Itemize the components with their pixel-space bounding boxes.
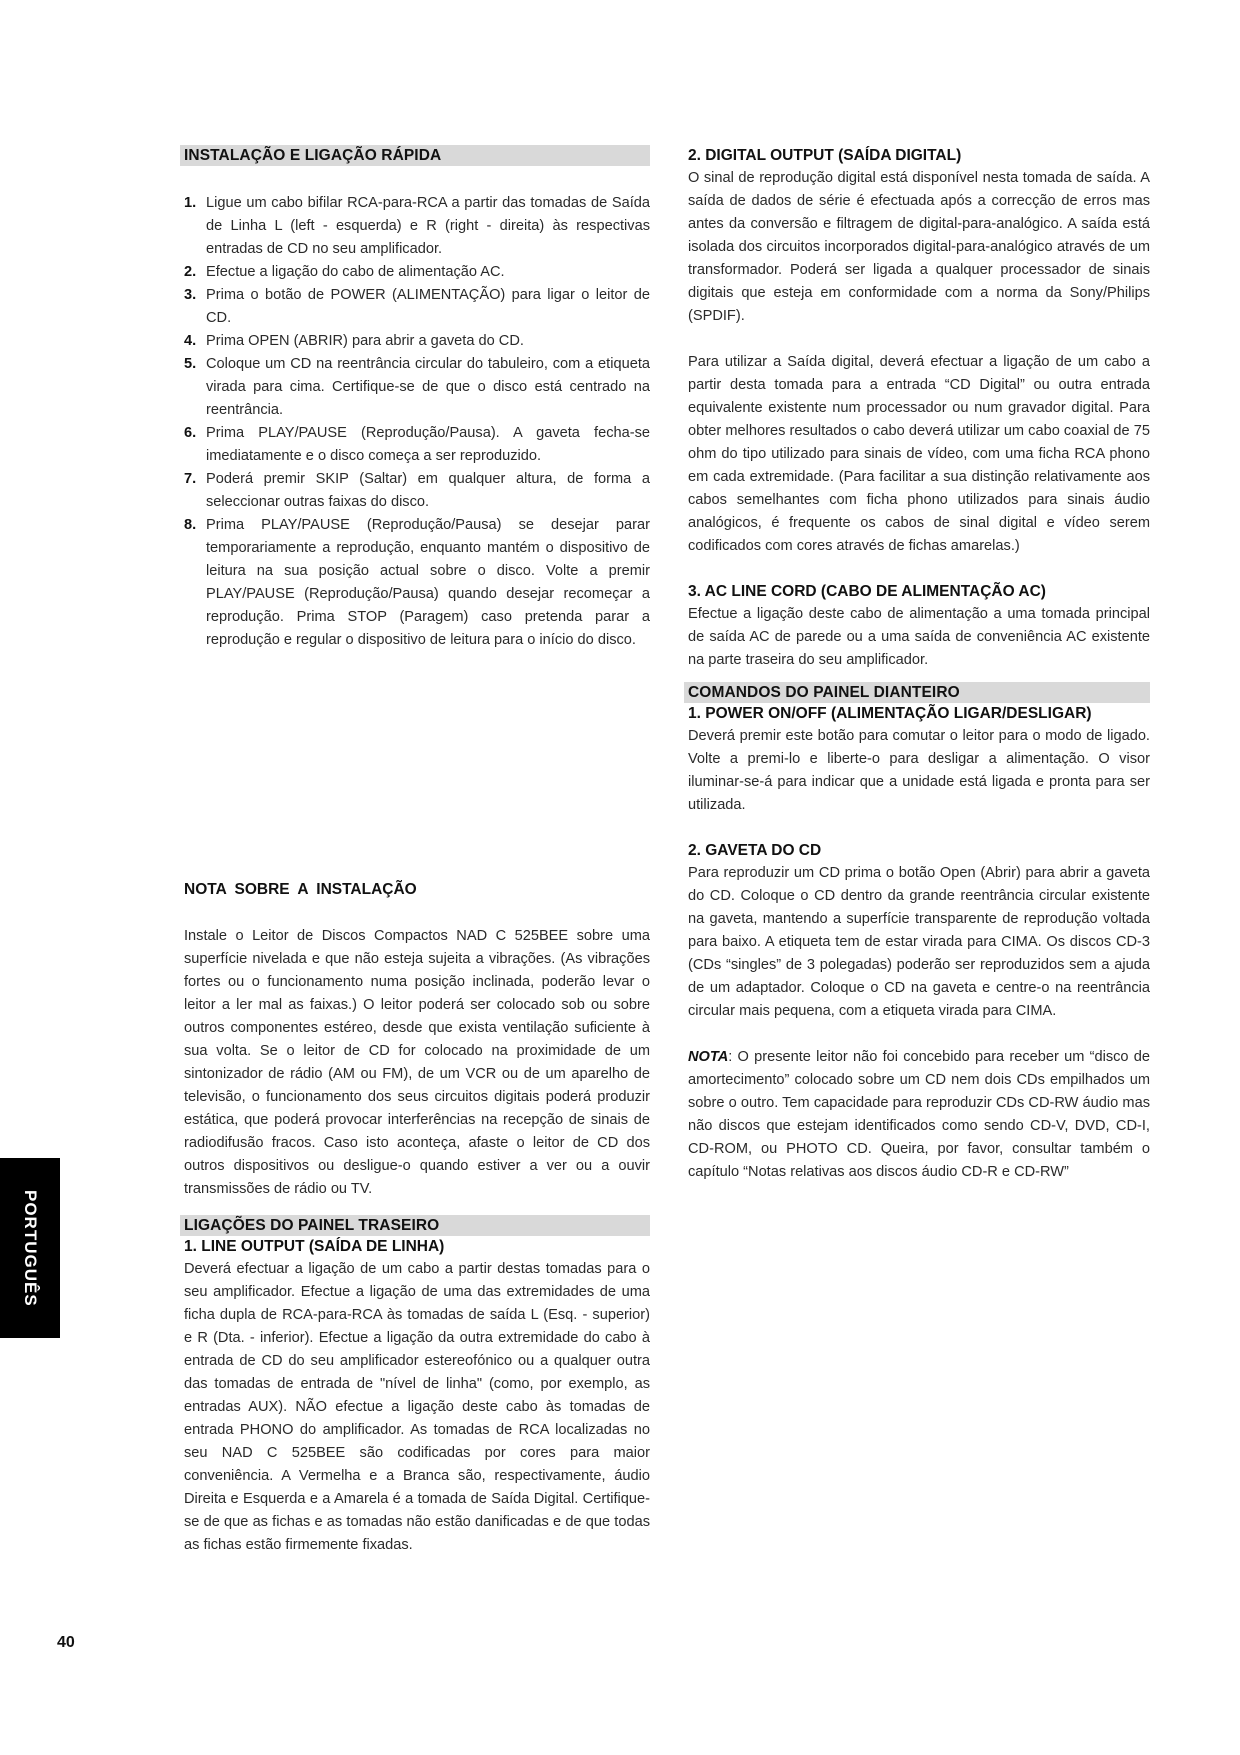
step-number: 7. [184, 471, 197, 487]
ac-cord-heading: 3. AC LINE CORD (CABO DE ALIMENTAÇÃO AC) [688, 583, 1046, 600]
quick-install-steps [180, 192, 650, 652]
language-side-tab [0, 1158, 60, 1338]
digital-output-text-2: Para utilizar a Saída digital, deverá efectuar a ligação de um cabo a partir desta tomada para a entrada “CD Digital” ou outra entrada equivalente existente num processador ou num gravador digital. Para obter melhores resultados o cabo deverá utilizar um cabo coaxial de 75 ohm do tipo utilizado para sinais de vídeo, com uma ficha RCA phono em cada extremidade. (Para facilitar a sua distinção relativamente aos cabos semelhantes com ficha phono utilizados para sinais áudio analógicos, é frequente os cabos de sinal digital e vídeo serem codificados com cores através de fichas amarelas.) [688, 354, 1150, 554]
step-text: Prima OPEN (ABRIR) para abrir a gaveta do CD. [206, 333, 524, 349]
cd-tray-text: Para reproduzir um CD prima o botão Open (Abrir) para abrir a gaveta do CD. Coloque o CD dentro da grande reentrância circular existente na gaveta, mantendo a superfície transparente de reprodução voltada para baixo. A etiqueta tem de estar virada para CIMA. Os discos CD-3 (CDs “singles” de 3 polegadas) poderão ser reproduzidos sem a ajuda de um adaptador. Coloque o CD na gaveta e centre-o na reentrância circular mais pequena, com a etiqueta virada para CIMA. [688, 865, 1150, 1019]
right-column [684, 145, 1150, 1184]
step-item [184, 284, 650, 330]
step-text: Coloque um CD na reentrância circular do tabuleiro, com a etiqueta virada para cima. Certifique-se de que o disco está centrado na reentrância. [206, 356, 650, 418]
step-text: Efectue a ligação do cabo de alimentação AC. [206, 264, 505, 280]
step-item [184, 468, 650, 514]
ac-cord-text: Efectue a ligação deste cabo de alimentação a uma tomada principal de saída AC de parede ou a uma saída de conveniência AC existente na parte traseira do seu amplificador. [688, 606, 1150, 668]
line-output-heading: 1. LINE OUTPUT (SAÍDA DE LINHA) [184, 1238, 445, 1255]
left-column [180, 145, 650, 1557]
install-note-heading: NOTA SOBRE A INSTALAÇÃO [184, 881, 417, 898]
language-label: PORTUGUÊS [21, 1189, 40, 1307]
rear-panel-heading: LIGAÇÕES DO PAINEL TRASEIRO [180, 1215, 650, 1236]
step-text: Prima PLAY/PAUSE (Reprodução/Pausa). A gaveta fecha-se imediatamente e o disco começa a ser reproduzido. [206, 425, 650, 464]
step-item [184, 330, 650, 353]
nota-paragraph [684, 1046, 1150, 1184]
step-number: 1. [184, 195, 197, 211]
step-number: 8. [184, 517, 197, 533]
power-text: Deverá premir este botão para comutar o leitor para o modo de ligado. Volte a premi-lo e liberte-o para desligar a alimentação. O visor iluminar-se-á para indicar que a unidade está ligada e pronta para ser utilizada. [688, 728, 1150, 813]
page-number: 40 [57, 1634, 75, 1651]
step-item [184, 422, 650, 468]
cd-tray-heading: 2. GAVETA DO CD [688, 842, 822, 859]
step-number: 5. [184, 356, 197, 372]
nota-label: NOTA [688, 1049, 729, 1065]
step-number: 3. [184, 287, 197, 303]
install-note-text: Instale o Leitor de Discos Compactos NAD C 525BEE sobre uma superfície nivelada e que não esteja sujeita a vibrações. (As vibrações fortes ou o funcionamento numa posição inclinada, poderão levar o leitor a ler mal as faixas.) O leitor poderá ser colocado sob ou sobre outros componentes estéreo, desde que exista ventilação suficiente à sua volta. Se o leitor de CD for colocado na proximidade de um sintonizador de rádio (AM ou FM), de um VCR ou de um aparelho de televisão, o funcionamento dos seus circuitos digitais poderá produzir estática, que poderá provocar interferências na recepção de sinais de radiodifusão fracos. Caso isto aconteça, afaste o leitor de CD dos outros dispositivos ou desligue-o quando estiver a ver ou a ouvir transmissões de rádio ou TV. [184, 928, 650, 1197]
step-item [184, 192, 650, 261]
quick-install-heading: INSTALAÇÃO E LIGAÇÃO RÁPIDA [180, 145, 650, 166]
digital-output-heading: 2. DIGITAL OUTPUT (SAÍDA DIGITAL) [688, 147, 962, 164]
power-heading: 1. POWER ON/OFF (ALIMENTAÇÃO LIGAR/DESLIGAR) [688, 705, 1092, 722]
step-text: Poderá premir SKIP (Saltar) em qualquer altura, de forma a seleccionar outras faixas do disco. [206, 471, 650, 510]
nota-text: : O presente leitor não foi concebido para receber um “disco de amortecimento” colocado sobre um CD nem dois CDs empilhados um sobre o outro. Tem capacidade para reproduzir CDs CD-RW áudio mas não discos que estejam identificados como sendo CD-V, DVD, CD-I, CD-ROM, ou PHOTO CD. Queira, por favor, consultar também o capítulo “Notas relativas aos discos áudio CD-R e CD-RW” [688, 1049, 1150, 1180]
step-item [184, 261, 650, 284]
step-item [184, 353, 650, 422]
step-text: Prima o botão de POWER (ALIMENTAÇÃO) para ligar o leitor de CD. [206, 287, 650, 326]
step-number: 4. [184, 333, 197, 349]
step-text: Ligue um cabo bifilar RCA-para-RCA a partir das tomadas de Saída de Linha L (left - esquerda) e R (right - direita) às respectivas entradas de CD no seu amplificador. [206, 195, 650, 257]
line-output-text: Deverá efectuar a ligação de um cabo a partir destas tomadas para o seu amplificador. Efectue a ligação de uma das extremidades de uma ficha dupla de RCA-para-RCA às tomadas de saída L (Esq. - superior) e R (Dta. - inferior). Efectue a ligação da outra extremidade do cabo à entrada de CD do seu amplificador estereofónico ou a qualquer outra das tomadas de entrada de "nível de linha" (como, por exemplo, as entradas AUX). NÃO efectue a ligação deste cabo às tomadas de entrada PHONO do amplificador. As tomadas de RCA localizadas no seu NAD C 525BEE são codificadas por cores para maior conveniência. A Vermelha e a Branca são, respectivamente, áudio Direita e Esquerda e a Amarela é a tomada de Saída Digital. Certifique-se de que as fichas e as tomadas não estão danificadas e de que todas as fichas estão firmemente fixadas. [184, 1261, 650, 1553]
digital-output-text-1: O sinal de reprodução digital está disponível nesta tomada de saída. A saída de dados de série é efectuada após a correcção de erros mas antes da conversão e filtragem de digital-para-analógico. A saída está isolada dos circuitos incorporados digital-para-analógico através de um transformador. Poderá ser ligada a qualquer processador de sinais digitais que esteja em conformidade com a norma da Sony/Philips (SPDIF). [688, 170, 1150, 324]
step-number: 6. [184, 425, 197, 441]
step-item [184, 514, 650, 652]
front-panel-heading: COMANDOS DO PAINEL DIANTEIRO [684, 682, 1150, 703]
step-text: Prima PLAY/PAUSE (Reprodução/Pausa) se desejar parar temporariamente a reprodução, enquanto mantém o dispositivo de leitura na sua posição actual sobre o disco. Volte a premir PLAY/PAUSE (Reprodução/Pausa) quando desejar recomeçar a reprodução. Prima STOP (Paragem) caso pretenda parar a reprodução e regular o dispositivo de leitura para o início do disco. [206, 517, 650, 648]
step-number: 2. [184, 264, 197, 280]
